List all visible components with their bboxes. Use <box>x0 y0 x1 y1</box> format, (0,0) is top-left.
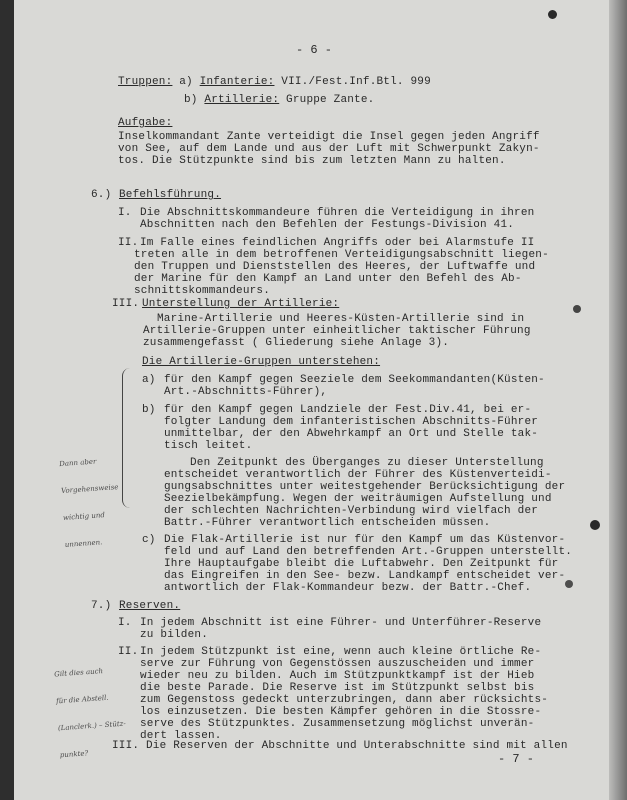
groups-c-line: Die Flak-Artillerie ist nur für den Kampf um das Küstenvor- <box>164 534 566 546</box>
groups-c-line: Ihre Hauptaufgabe bleibt die Luftabwehr. Den Zeitpunkt für <box>164 558 559 570</box>
section6-iii-line: zusammengefasst ( Gliederung siehe Anlage 3). <box>143 337 450 349</box>
groups-c-line: das Eingreifen in den See- bezw. Landkampf entscheidet ver- <box>164 570 566 582</box>
section7-i-line: In jedem Abschnitt ist eine Führer- und Unterführer-Reserve <box>140 617 542 629</box>
section7-number: 7.) <box>91 600 112 612</box>
troops-a-label: Infanterie: <box>199 76 275 88</box>
section6-iii-title: Unterstellung der Artillerie: <box>142 298 340 310</box>
section6-number: 6.) <box>91 189 112 201</box>
troops-b-prefix: b) <box>184 94 198 106</box>
section6-i-line: Abschnitten nach den Befehlen der Festungs-Division 41. <box>140 219 515 231</box>
groups-a-prefix: a) <box>142 374 156 386</box>
section6-title: Befehlsführung. <box>119 189 222 201</box>
section6-ii-line: treten alle in dem betroffenen Verteidigungsabschnitt liegen- <box>134 249 549 261</box>
groups-c-prefix: c) <box>142 534 156 546</box>
artillery-groups-title: Die Artillerie-Gruppen unterstehen: <box>142 356 381 368</box>
transition-line: Seezielbekämpfung. Wegen der weiträumigen Aufstellung und <box>164 493 552 505</box>
transition-line: der schlechten Nachrichten-Verbindung wird vielfach der <box>164 505 539 517</box>
section7-ii-num: II. <box>118 646 139 658</box>
troops-a-value: VII./Fest.Inf.Btl. 999 <box>281 76 431 88</box>
handwritten-note-line: unnennen. <box>64 538 103 549</box>
groups-b-line: für den Kampf gegen Landziele der Fest.Div.41, bei er- <box>164 404 532 416</box>
section7-ii-line: In jedem Stützpunkt ist eine, wenn auch kleine örtliche Re- <box>140 646 542 658</box>
punch-hole-mark <box>573 305 581 313</box>
section7-i-num: I. <box>118 617 132 629</box>
troops-a-prefix: a) <box>179 76 193 88</box>
handwritten-note-1 <box>58 438 124 568</box>
section6-iii-num: III. <box>112 298 140 310</box>
punch-hole-mark <box>565 580 573 588</box>
section7-ii-line: serve des Stützpunktes. Zusammensetzung möglichst unverän- <box>140 718 535 730</box>
section6-ii-line: der Marine für den Kampf an Land unter den Befehl des Ab- <box>134 273 522 285</box>
handwritten-note-line: wichtig und <box>62 511 106 522</box>
margin-bracket <box>122 368 133 508</box>
section6-i-num: I. <box>118 207 132 219</box>
transition-line: Battr.-Führer verantwortlich entscheiden müssen. <box>164 517 491 529</box>
groups-c-line: feld und auf Land den betreffenden Art.-Gruppen unterstellt. <box>164 546 573 558</box>
task-line: Inselkommandant Zante verteidigt die Insel gegen jeden Angriff <box>118 131 540 143</box>
section7-i-line: zu bilden. <box>140 629 209 641</box>
section7-title: Reserven. <box>119 600 181 612</box>
section7-ii-line: zum Gegenstoss gedeckt unterzubringen, dann aber rücksichts- <box>140 694 549 706</box>
section7-iii-line: Die Reserven der Abschnitte und Unterabschnitte sind mit allen <box>146 740 568 752</box>
handwritten-note-line: Dann aber <box>58 457 97 469</box>
transition-line: entscheidet verantwortlich der Führer des Küstenverteidi- <box>164 469 552 481</box>
page-number-bottom: - 7 - <box>498 752 535 766</box>
troops-b-value: Gruppe Zante. <box>286 94 375 106</box>
groups-a-line: für den Kampf gegen Seeziele dem Seekommandanten(Küsten- <box>164 374 545 386</box>
section7-iii-num: III. <box>112 740 140 752</box>
punch-hole-mark <box>548 10 557 19</box>
groups-b-line: folgter Landung dem infanteristischen Abschnitts-Führer <box>164 416 539 428</box>
section7-ii-line: los einzusetzen. Die besten Kämpfer gehören in die Stossre- <box>140 706 542 718</box>
groups-c-line: antwortlich der Flak-Kommandeur bezw. der Battr.-Chef. <box>164 582 532 594</box>
groups-b-line: tisch leitet. <box>164 440 253 452</box>
groups-a-line: Art.-Abschnitts-Führer), <box>164 386 328 398</box>
section6-ii-line: schnittskommandeurs. <box>134 285 271 297</box>
section6-iii-line: Marine-Artillerie und Heeres-Küsten-Artillerie sind in <box>157 313 525 325</box>
transition-line: gungsabschnittes unter weitestgehender Berücksichtigung der <box>164 481 566 493</box>
section6-ii-line: den Truppen und Dienststellen des Heeres, der Luftwaffe und <box>134 261 536 273</box>
handwritten-note-line: Vorgehensweise <box>60 483 119 496</box>
section7-ii-line: dert lassen. <box>140 730 222 742</box>
handwritten-note-line: (Lanclerk.) – Stütz- <box>57 719 126 733</box>
section7-ii-line: die beste Parade. Die Reserve ist im Stützpunkt selbst bis <box>140 682 535 694</box>
section7-ii-line: wieder neu zu bilden. Auch im Stützpunktkampf ist der Hieb <box>140 670 535 682</box>
groups-b-line: unmittelbar, der den Abwehrkampf an Ort und Stelle tak- <box>164 428 539 440</box>
section6-iii-line: Artillerie-Gruppen unter einheitlicher taktischer Führung <box>143 325 531 337</box>
section6-i-line: Die Abschnittskommandeure führen die Verteidigung in ihren <box>140 207 535 219</box>
handwritten-note-line: für die Abstell. <box>55 693 109 706</box>
punch-hole-mark <box>590 520 600 530</box>
task-line: von See, auf dem Lande und aus der Luft mit Schwerpunkt Zakyn- <box>118 143 540 155</box>
scan-left-edge <box>0 0 14 800</box>
task-label: Aufgabe: <box>118 117 173 129</box>
handwritten-note-line: Gilt dies auch <box>53 667 104 679</box>
troops-line-a <box>118 76 431 88</box>
groups-b-prefix: b) <box>142 404 156 416</box>
section7-ii-line: serve zur Führung von Gegenstössen auszuscheiden und immer <box>140 658 535 670</box>
troops-b-label: Artillerie: <box>204 94 280 106</box>
section6-ii-num: II. <box>118 237 139 249</box>
transition-line: Den Zeitpunkt des Überganges zu dieser Unterstellung <box>190 457 544 469</box>
troops-label: Truppen: <box>118 76 173 88</box>
handwritten-note-2 <box>53 648 129 778</box>
section6-ii-line: Im Falle eines feindlichen Angriffs oder bei Alarmstufe II <box>140 237 535 249</box>
task-line: tos. Die Stützpunkte sind bis zum letzten Mann zu halten. <box>118 155 506 167</box>
troops-line-b <box>184 94 374 106</box>
handwritten-note-line: punkte? <box>59 749 89 760</box>
page-number-top: - 6 - <box>296 43 333 57</box>
scan-right-edge <box>609 0 627 800</box>
